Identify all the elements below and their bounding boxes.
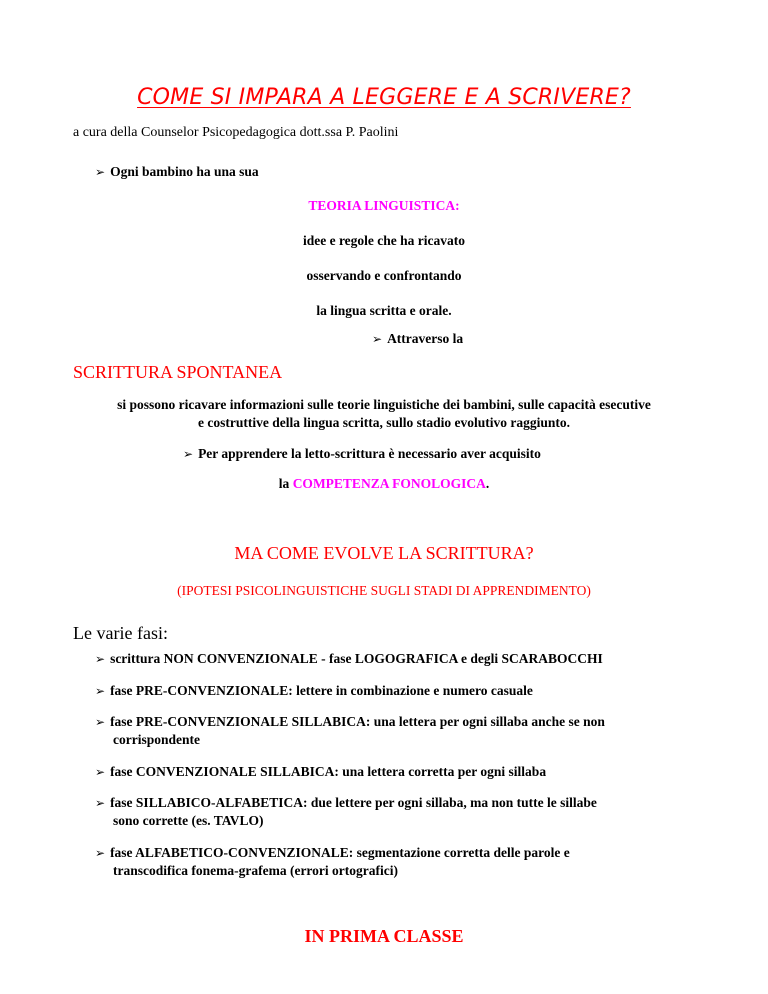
list-item-continuation: sono corrette (es. TAVLO): [113, 813, 264, 828]
list-item: [95, 794, 695, 830]
arrow-bullet-icon: ➢: [95, 165, 106, 179]
arrow-bullet-icon: ➢: [95, 796, 106, 810]
list-item-text: fase PRE-CONVENZIONALE: lettere in combinazione e numero casuale: [110, 683, 533, 698]
bullet-competenza: [183, 446, 541, 462]
arrow-bullet-icon: ➢: [95, 684, 106, 698]
list-item: [95, 650, 695, 668]
list-item-text: fase PRE-CONVENZIONALE SILLABICA: una lettera per ogni sillaba anche se non: [110, 714, 605, 729]
theory-line-3: la lingua scritta e orale.: [316, 303, 452, 318]
fasi-heading: Le varie fasi:: [73, 623, 168, 643]
arrow-bullet-icon: ➢: [183, 447, 194, 461]
bullet-attraverso-text: Attraverso la: [387, 331, 464, 346]
paragraph-line-2: e costruttive della lingua scritta, sullo stadio evolutivo raggiunto.: [198, 415, 570, 430]
list-item-continuation: corrispondente: [113, 732, 200, 747]
bullet-attraverso: [372, 331, 463, 347]
list-item-continuation: transcodifica fonema-grafema (errori ortografici): [113, 863, 399, 878]
theory-line-2: osservando e confrontando: [306, 268, 462, 283]
bullet-competenza-text: Per apprendere la letto-scrittura è necessario aver acquisito: [198, 446, 541, 461]
list-item-text: fase ALFABETICO-CONVENZIONALE: segmentazione corretta delle parole e: [110, 845, 570, 860]
theory-heading: TEORIA LINGUISTICA:: [308, 198, 460, 213]
arrow-bullet-icon: ➢: [95, 765, 106, 779]
list-item-text: scrittura NON CONVENZIONALE - fase LOGOGRAFICA e degli SCARABOCCHI: [110, 651, 603, 666]
paragraph-line-1: si possono ricavare informazioni sulle teorie linguistiche dei bambini, sulle capacità esecutive: [117, 397, 651, 412]
arrow-bullet-icon: ➢: [95, 715, 106, 729]
section-heading-spontanea: SCRITTURA SPONTANEA: [73, 362, 283, 382]
list-item: [95, 844, 695, 880]
arrow-bullet-icon: ➢: [372, 332, 383, 346]
document-title: COME SI IMPARA A LEGGERE E A SCRIVERE?: [137, 85, 631, 110]
final-heading: IN PRIMA CLASSE: [304, 926, 464, 946]
intro-bullet-text: Ogni bambino ha una sua: [110, 164, 259, 179]
evolve-subheading: (IPOTESI PSICOLINGUISTICHE SUGLI STADI DI APPRENDIMENTO): [177, 583, 591, 598]
list-item: [95, 763, 695, 781]
competenza-term: COMPETENZA FONOLOGICA: [292, 476, 486, 491]
competenza-suffix: .: [485, 476, 490, 491]
competenza-line: [0, 476, 768, 492]
list-item: [95, 713, 695, 749]
competenza-prefix: la: [278, 476, 293, 491]
list-item: [95, 682, 695, 700]
evolve-heading: MA COME EVOLVE LA SCRITTURA?: [234, 543, 534, 563]
theory-line-1: idee e regole che ha ricavato: [302, 233, 466, 248]
intro-bullet: [95, 164, 259, 180]
spontanea-paragraph: [0, 396, 768, 432]
arrow-bullet-icon: ➢: [95, 846, 106, 860]
arrow-bullet-icon: ➢: [95, 652, 106, 666]
list-item-text: fase CONVENZIONALE SILLABICA: una lettera corretta per ogni sillaba: [110, 764, 547, 779]
list-item-text: fase SILLABICO-ALFABETICA: due lettere per ogni sillaba, ma non tutte le sillabe: [110, 795, 597, 810]
author-line: a cura della Counselor Psicopedagogica dott.ssa P. Paolini: [73, 125, 399, 140]
